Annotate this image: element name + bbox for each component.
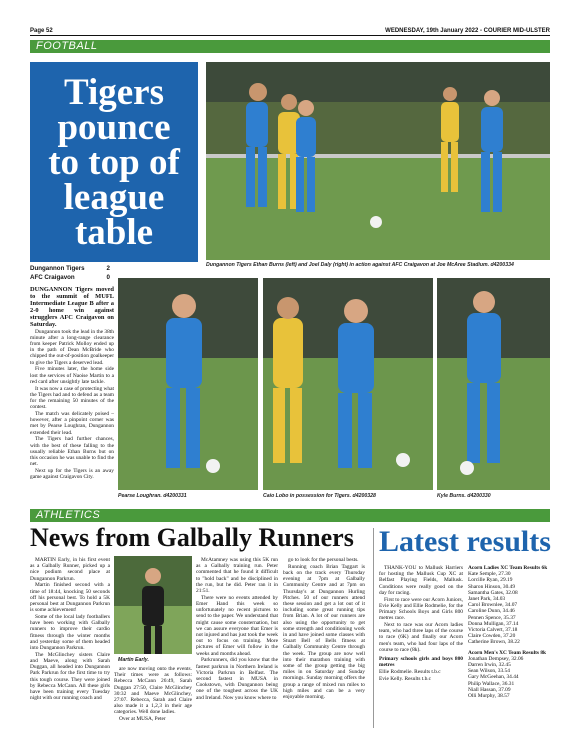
runner-photo-graphic [114,556,192,654]
article-paragraph: The Tigers had further chances, with the best of these falling to the usually reliable Ethan Burns but on this occasion he was unable to find the net. [30,436,114,468]
dateline: WEDNESDAY, 19th January 2022 - COURIER MID-ULSTER [385,28,550,34]
score-team: AFC Craigavon [30,274,75,281]
article-paragraph: MARTIN Early, in his first event as a Galbally Runner, picked up a nice podium second place at Dungannon Parkrun. [30,557,110,582]
match-photo-graphic [206,62,550,260]
result-row: Ellie Rodmelie. Results t.b.c [379,669,441,676]
result-row: Philip Wallace, 36.31 [468,680,515,687]
headline-line: Tigers [63,71,165,113]
column-divider [373,528,374,728]
article-paragraph: It was now a case of protecting what the Tigers had and to defend as a team for the remaining 50 minutes of the contest. [30,385,114,411]
photo-caio-lobo [263,278,433,490]
photo-caption: Caio Lobo in possession for Tigers. d4200328 [263,493,376,499]
article-paragraph: Five minutes later, the home side lost the services of Naoise Martin to a red card after unsightly late tackle. [30,366,114,385]
article-paragraph: There were no events attended by Emer Hand this week so unfortunately no recent pictures to send to the paper. We understand that might cause some consternation, but we can assure everyone that Emer is not injured and has just took the week out to focus on training. More pictures of Emer will follow in the weeks and months ahead. [196,594,278,657]
article-paragraph: Parkrunners, did you know that the fastest parkrun in Northern Ireland is Victoria Parkrun in Belfast. The second fastest in MUSA in Cookstown, with Dungannon being one of the toughest across the UK and Ireland. Now you know where to [196,657,278,701]
result-row: Pennen Spence, 35.37 [468,614,516,621]
results-heading: Acorn Men's XC Team Results 8k [468,649,547,656]
headline-line: table [74,211,154,253]
page-header [30,22,550,34]
photo-caption: Kyle Burns. d4200330 [437,493,491,499]
article-paragraph: Running coach Brian Taggart is back on the track every Thursday evening at 7pm at Galbally Community Centre and at 7pm on Thursday's at Dungannon Hurling Pitches. 50 of our runners attend these session and get a lot out of it including some great running tips from Brian. A lot of our runners are also using the opportunity to get some strength and conditioning work in and have joined some classes with Stuart Bell of Bells fitness at Galbally Community Centre through the week. The group are now well into their marathon training with some of the group getting the big miles in on Saturday and Sunday mornings. Sunday morning offers the group a range of mixed run miles to high miles and can be a very enjoyable morning. [283,563,365,701]
football-article [30,286,114,481]
score-box [30,264,110,282]
article-paragraph: go to look for the personal bests. [288,557,359,563]
page-number: Page 52 [30,28,53,34]
article-paragraph: The McGlinchey sisters Claire and Maeve, along with Sarah Duggan, all headed into Dungannon Park Parkrun for the first time to try this tough course. They were joined by Rebecca McCann. All these girls have been training every Tuesday night with our running coach and [30,651,110,702]
header-rule [30,35,550,36]
player-photo-graphic [263,278,433,490]
photo-pearse-loughran [118,278,258,490]
result-row: Sean Wilson, 33.54 [468,668,510,675]
latest-results-headline: Latest results [379,525,551,558]
latest-column-1 [379,565,463,683]
athletics-column-2 [114,666,192,723]
section-bar-athletics: ATHLETICS [30,509,550,522]
result-row: Donna Mulligan, 37.14 [468,620,519,627]
results-heading: Primary schools girls and boys 800 metres [379,656,463,669]
football-headline [30,62,198,262]
article-paragraph: The match was delicately poised – however, after a pinpoint corner was met by Pearse Loughran, Dungannon extended their lead. [30,411,114,436]
result-row: Kate Semple, 27.30 [468,571,511,578]
score-row [30,273,110,282]
main-match-photo [206,62,550,260]
photo-caption: Martin Early. [118,657,149,663]
score-goals: 2 [106,265,110,272]
score-team: Dungannon Tigers [30,265,85,272]
result-row: Catherine Brown, 38.22 [468,639,520,646]
result-row: Caroline Dunn, 34.46 [468,608,515,615]
result-row: Evie Kelly. Results t.b.c [379,675,432,682]
result-row: Gary McGeehan, 34.44 [468,674,519,681]
article-paragraph: are now moving onto the events. Their times were as follows: Rebecca McCann 26:49, Sarah Duggan 27:50, Claire McGlinchey 30:32 and Maeve McGlinchey, 27:07. Rebecca, Sarah and Claire also made it a 1,2,3 in their age categories. Well done ladies. [114,666,192,716]
result-row: Claire Cowden, 37.20 [468,633,516,640]
article-paragraph: Some of the local lady footballers have been working with Galbally runners to improve their cardio fitness through the winter months and yesterday some of them headed into Dungannon Parkrun. [30,614,110,652]
photo-kyle-burns [437,278,550,490]
athletics-column-1 [30,557,110,702]
score-goals: 0 [106,274,110,281]
article-paragraph: Next to race was our Acorn ladies team, who had three laps of the course to race (6K) and finally our Acorn men's team, who had four laps of the course to race (8k). [379,622,463,653]
article-paragraph: Martin finished second with a time of 18:44, knocking 50 seconds off his personal best. To hold a 5K personal best at Dungannon Parkrun is some achievement! [30,582,110,614]
article-paragraph: Over at MUSA, Peter [119,716,166,723]
result-row: Sharon Hinson, 30.49 [468,583,516,590]
latest-results-list [468,565,550,699]
photo-caption: Pearse Loughran. d4200331 [118,493,187,499]
article-paragraph: THANK-YOU to Mallusk Harriers for hosting the Mallusk Cup XC at Belfast Playing Fields, Mallusk. Conditions were really good on the day for racing. [379,565,463,596]
player-photo-graphic [118,278,258,490]
main-photo-caption: Dungannon Tigers Ethan Burns (left) and Joel Daly (right) in action against AFC Craigavon at Joe McAree Stadium. d4200334 [206,262,514,268]
results-heading: Acorn Ladies XC Team Results 6k [468,565,548,571]
result-row: Carol Brownlee, 34.07 [468,602,518,609]
player-photo-graphic [437,278,550,490]
result-row: Niall Hassan, 37.09 [468,686,511,693]
result-row: Victoria Calvert, 37.18 [468,627,518,634]
result-row: Samantha Gates, 32.08 [468,589,518,596]
athletics-column-3 [196,557,278,701]
headline-line: pounce [57,106,171,148]
athletics-column-4 [283,557,365,701]
article-paragraph: McAtamney was using this 5K run as a Galbally training run. Peter commented that he found it difficult to "hold back" and be disciplined in the run, but he did. Peter ran it in 21:51. [196,557,278,595]
result-row: Janet Park, 34.03 [468,596,506,603]
article-paragraph: Next up for the Tigers is an away game against Craigavon City. [30,468,114,481]
result-row: Olli Murphy, 38.57 [468,693,510,700]
result-row: Lorcille Ryan, 29.19 [468,577,513,584]
article-lede: DUNGANNON Tigers moved to the summit of MUFL Intermediate League B after a 2-0 home win against strugglers AFC Craigavon on Saturday. [30,286,114,328]
headline-line: league [63,176,165,218]
article-paragraph: First to race were our Acorn Juniors, Evie Kelly and Ellie Rodmelie, for the Primary Schools Boys and Girls 800 metres race. [379,596,463,622]
headline-line: to top of [48,141,180,183]
section-bar-football: FOOTBALL [30,40,550,53]
score-row [30,264,110,273]
athletics-headline: News from Galbally Runners [30,523,354,552]
result-row: Darren Irwin, 32.45 [468,662,511,669]
article-paragraph: Dungannon took the lead in the 38th minute after a long-range clearance from keeper Patrick Molloy ended up in the path of Dean McBride who chipped the out-of-position goalkeeper to give the Tigers a deserved lead. [30,328,114,366]
result-row: Jonathan Dempsey, 32.06 [468,655,524,662]
photo-martin-early [114,556,192,654]
